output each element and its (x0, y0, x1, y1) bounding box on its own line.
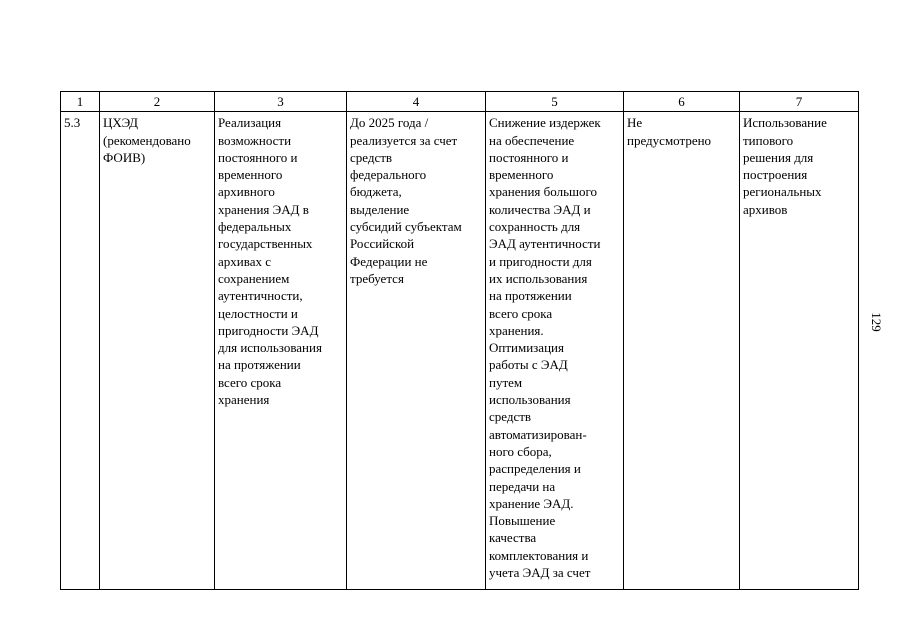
responsible-cell: ЦХЭД (рекомендовано ФОИВ) (100, 112, 215, 590)
row-number-cell: 5.3 (61, 112, 100, 590)
document-table (60, 91, 859, 590)
deadline-funding-cell: До 2025 года / реализуется за счет средств федерального бюджета, выделение субсидий субъектам Российской Федерации не требуется (347, 112, 486, 590)
effect-cell: Снижение издержек на обеспечение постоянного и временного хранения большого количества ЭАД и сохранность для ЭАД аутентичности и пригодности для их использования на протяжении всего срока хранения. Оптимизация работы с ЭАД путем использования средств автоматизирован- ного сбора, распределения и передачи на хранение ЭАД. Повышение качества комплектования и учета ЭАД за счет (486, 112, 624, 590)
header-cell: 7 (740, 92, 859, 112)
description-cell: Реализация возможности постоянного и временного архивного хранения ЭАД в федеральных государственных архивах с сохранением аутентичности, целостности и пригодности ЭАД для использования на протяжении всего срока хранения (215, 112, 347, 590)
header-cell: 3 (215, 92, 347, 112)
header-row (61, 92, 859, 112)
header-cell: 2 (100, 92, 215, 112)
header-cell: 6 (624, 92, 740, 112)
header-cell: 4 (347, 92, 486, 112)
header-cell: 5 (486, 92, 624, 112)
page-number: 129 (869, 312, 884, 332)
notes-cell: Не предусмотрено (624, 112, 740, 590)
usage-cell: Использование типового решения для построения региональных архивов (740, 112, 859, 590)
table-row (61, 112, 859, 590)
header-cell: 1 (61, 92, 100, 112)
